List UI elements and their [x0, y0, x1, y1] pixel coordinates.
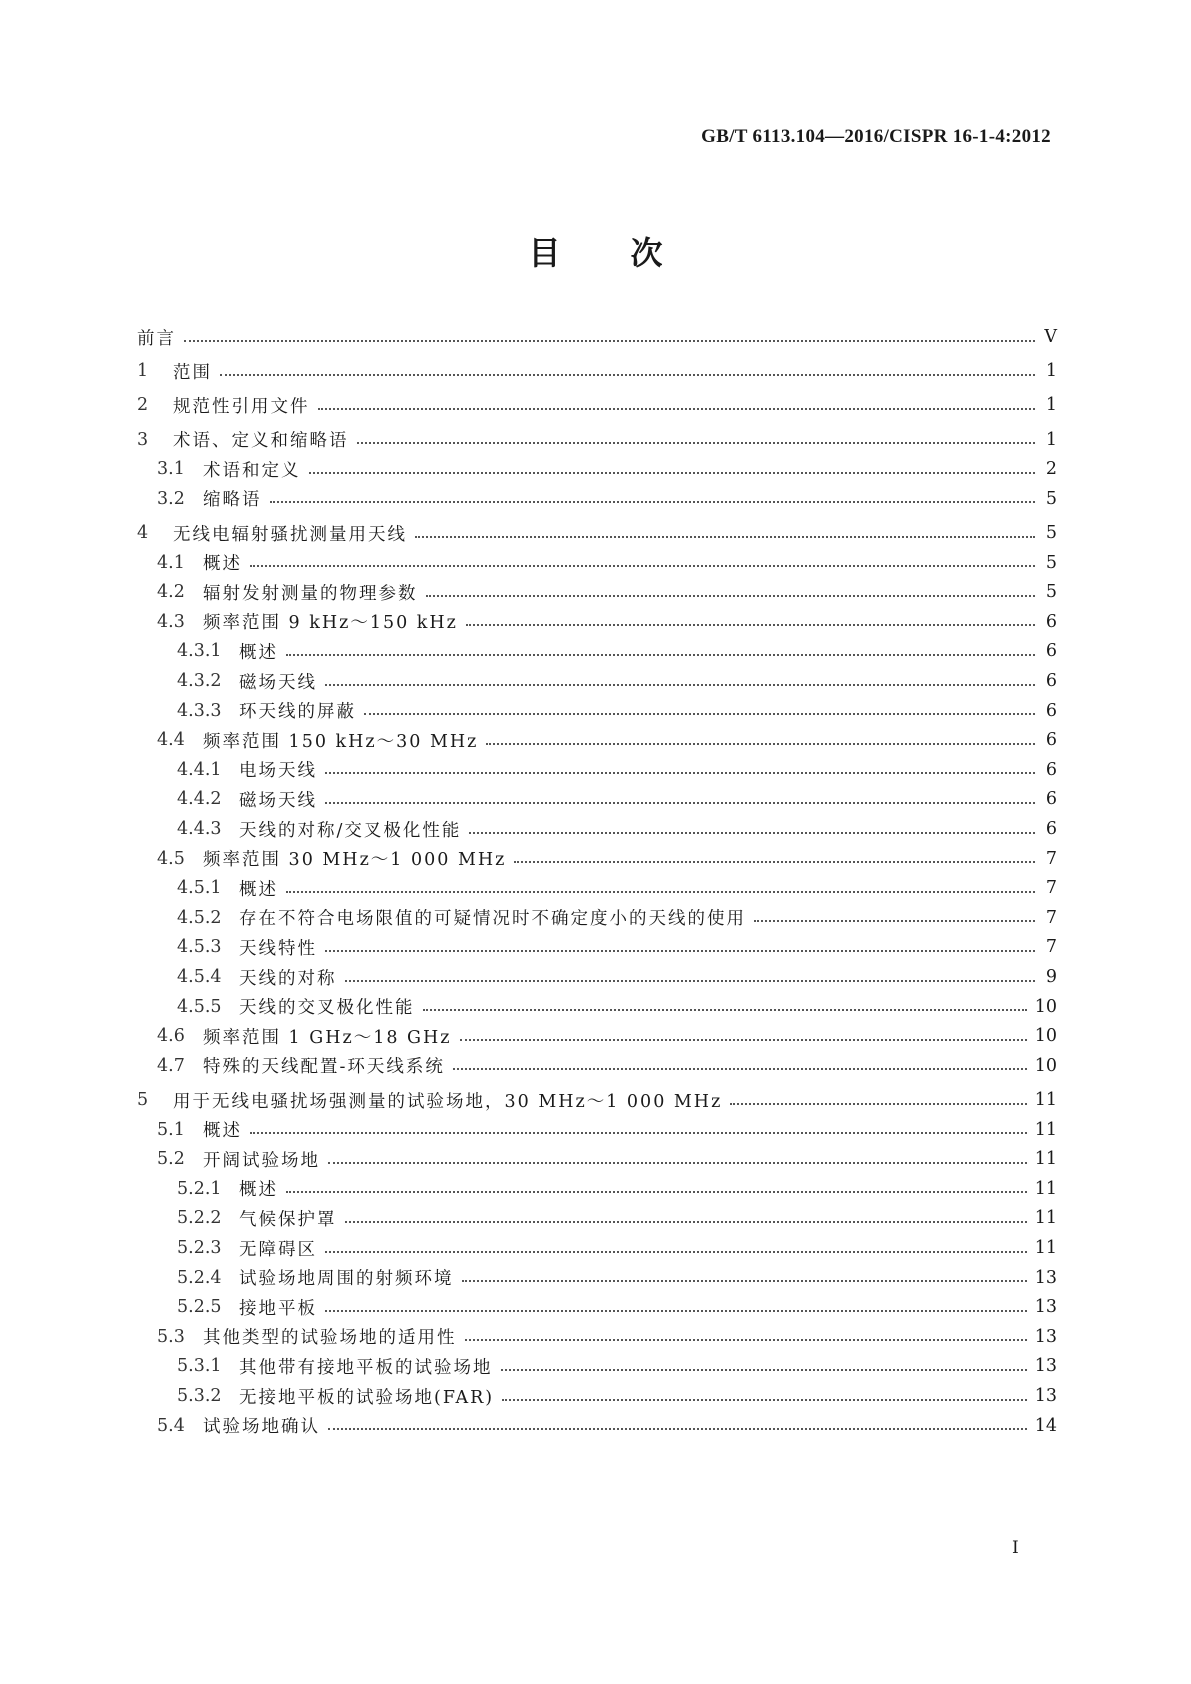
toc-entry-number: 4.5 [157, 848, 185, 869]
toc-entry-number: 4.4.2 [177, 789, 222, 810]
toc-entry-title: 概述 [203, 1121, 242, 1142]
toc-entry-title: 概述 [239, 642, 278, 663]
toc-leader-dots [309, 471, 1036, 474]
toc-entry[interactable] [137, 548, 1057, 578]
toc-entry[interactable] [137, 1351, 1057, 1381]
toc-leader-dots [364, 712, 1035, 715]
toc-leader-dots [501, 1368, 1027, 1371]
toc-leader-dots [328, 1161, 1027, 1164]
toc-entry-number: 4.5.1 [177, 878, 222, 899]
toc-entry[interactable] [137, 390, 1057, 420]
toc-entry-page: 1 [1045, 395, 1057, 416]
toc-leader-dots [453, 1067, 1027, 1070]
toc-leader-dots [426, 594, 1036, 597]
toc-entry-title: 频率范围 9 kHz～150 kHz [203, 613, 458, 634]
toc-leader-dots [730, 1102, 1026, 1105]
toc-entry[interactable] [137, 784, 1057, 814]
toc-leader-dots [318, 407, 1036, 410]
toc-entry[interactable] [137, 518, 1057, 548]
toc-entry-title: 天线的交叉极化性能 [239, 998, 415, 1019]
toc-entry-title: 无线电辐射骚扰测量用天线 [173, 524, 407, 545]
toc-entry[interactable] [137, 844, 1057, 874]
toc-entry-title: 频率范围 1 GHz～18 GHz [203, 1027, 452, 1048]
toc-entry-page: 6 [1045, 641, 1057, 662]
toc-entry-page: 6 [1045, 789, 1057, 810]
toc-entry-number: 4 [137, 523, 149, 543]
toc-entry-number: 5.3.1 [177, 1356, 222, 1377]
toc-entry-number: 5.2 [157, 1149, 185, 1170]
toc-entry[interactable] [137, 1051, 1057, 1081]
toc-entry-page: 13 [1034, 1267, 1057, 1288]
toc-leader-dots [465, 1338, 1027, 1341]
toc-leader-dots [325, 771, 1035, 774]
toc-entry[interactable] [137, 1203, 1057, 1233]
toc-leader-dots [466, 623, 1035, 626]
toc-entry-title: 磁场天线 [239, 790, 317, 811]
toc-entry[interactable] [137, 873, 1057, 903]
toc-entry-title: 概述 [203, 554, 242, 575]
document-code-header: GB/T 6113.104—2016/CISPR 16-1-4:2012 [701, 126, 1051, 147]
toc-leader-dots [357, 441, 1036, 444]
toc-entry-title: 无障碍区 [239, 1239, 317, 1260]
toc-entry[interactable] [137, 1174, 1057, 1204]
toc-entry-page: 10 [1034, 1026, 1057, 1047]
toc-leader-dots [286, 1190, 1027, 1193]
toc-entry-page: 1 [1045, 361, 1057, 382]
toc-entry-number: 4.4 [157, 730, 185, 751]
toc-entry-number: 4.4.3 [177, 819, 222, 839]
toc-entry-page: 5 [1045, 582, 1057, 603]
toc-entry-title: 磁场天线 [239, 672, 317, 693]
toc-entry[interactable] [137, 932, 1057, 962]
toc-entry-page: 2 [1045, 459, 1057, 480]
toc-entry[interactable] [137, 577, 1057, 607]
toc-entry-number: 4.2 [157, 582, 185, 603]
toc-entry-page: 9 [1045, 967, 1057, 987]
toc-entry-title: 存在不符合电场限值的可疑情况时不确定度小的天线的使用 [239, 909, 746, 930]
toc-entry-page: 10 [1034, 996, 1057, 1017]
toc-entry-page: 1 [1045, 429, 1057, 450]
toc-entry-number: 5.2.2 [177, 1208, 222, 1229]
toc-entry-page: 6 [1045, 730, 1057, 751]
toc-leader-dots [469, 831, 1035, 834]
toc-entry-number: 5.2.5 [177, 1297, 222, 1318]
toc-entry-title: 缩略语 [203, 490, 262, 511]
toc-entry-number: 5.3 [157, 1326, 185, 1347]
toc-entry[interactable] [137, 454, 1057, 484]
toc-entry-number: 2 [137, 395, 149, 416]
toc-entry-number: 4.5.5 [177, 996, 222, 1017]
toc-leader-dots [325, 683, 1035, 686]
toc-entry[interactable] [137, 1085, 1057, 1115]
page-number: I [1012, 1538, 1019, 1558]
toc-entry-number: 4.3 [157, 611, 185, 632]
toc-entry-page: 14 [1034, 1415, 1057, 1436]
toc-entry-page: 6 [1045, 700, 1057, 721]
toc-entry-number: 1 [137, 361, 149, 382]
toc-entry-title: 电场天线 [239, 761, 317, 782]
toc-leader-dots [270, 500, 1036, 503]
toc-entry-page: 6 [1045, 819, 1057, 839]
toc-leader-dots [220, 373, 1035, 376]
toc-entry-page: 6 [1045, 611, 1057, 632]
toc-entry-number: 3.1 [157, 459, 185, 480]
toc-entry[interactable] [137, 607, 1057, 637]
toc-entry-title: 规范性引用文件 [173, 396, 310, 417]
toc-entry-page: 7 [1045, 937, 1057, 958]
page-title: 目次 [528, 234, 733, 272]
toc-leader-dots [345, 1220, 1027, 1223]
toc-entry-title: 用于无线电骚扰场强测量的试验场地，30 MHz～1 000 MHz [173, 1091, 723, 1112]
toc-entry-page: 6 [1045, 759, 1057, 780]
toc-entry-number: 4.5.2 [177, 907, 222, 928]
toc-entry-number: 5.3.2 [177, 1386, 222, 1406]
toc-entry-page: 11 [1034, 1149, 1057, 1170]
toc-entry-title: 概述 [239, 1180, 278, 1201]
toc-entry-title: 无接地平板的试验场地(FAR) [239, 1387, 495, 1408]
toc-entry[interactable] [137, 1263, 1057, 1293]
toc-entry[interactable] [137, 755, 1057, 785]
toc-leader-dots [486, 742, 1035, 745]
toc-entry[interactable] [137, 666, 1057, 696]
toc-entry[interactable] [137, 356, 1057, 386]
toc-leader-dots [502, 1398, 1027, 1401]
toc-entry-title: 辐射发射测量的物理参数 [203, 583, 418, 604]
toc-entry-number: 4.6 [157, 1026, 185, 1047]
toc-leader-dots [325, 801, 1035, 804]
toc-leader-dots [325, 1250, 1027, 1253]
toc-entry-number: 4.5.3 [177, 937, 222, 958]
toc-leader-dots [462, 1279, 1027, 1282]
toc-leader-dots [325, 1309, 1027, 1312]
toc-entry-number: 3.2 [157, 488, 185, 509]
toc-entry-number: 5.2.4 [177, 1267, 222, 1288]
toc-leader-dots [325, 949, 1035, 952]
toc-entry[interactable] [137, 992, 1057, 1022]
toc-entry-page: V [1044, 327, 1057, 347]
toc-entry-number: 4.5.4 [177, 967, 222, 987]
toc-entry[interactable] [137, 1292, 1057, 1322]
toc-entry[interactable] [137, 1233, 1057, 1263]
toc-entry-page: 11 [1034, 1090, 1057, 1110]
toc-entry-title: 范围 [173, 362, 212, 383]
toc-entry-number: 4.3.1 [177, 641, 222, 662]
toc-entry-page: 11 [1034, 1208, 1057, 1229]
toc-leader-dots [286, 890, 1035, 893]
toc-entry-page: 7 [1045, 848, 1057, 869]
toc-entry-number: 4.3.3 [177, 700, 222, 721]
toc-entry-title: 开阔试验场地 [203, 1150, 320, 1171]
toc-entry[interactable] [137, 814, 1057, 844]
toc-entry-page: 11 [1034, 1238, 1057, 1258]
toc-entry-title: 概述 [239, 879, 278, 900]
toc-entry-title: 前言 [137, 328, 176, 349]
toc-entry-number: 5.1 [157, 1119, 185, 1140]
toc-entry-title: 环天线的屏蔽 [239, 702, 356, 723]
toc-leader-dots [423, 1008, 1027, 1011]
toc-entry-title: 特殊的天线配置-环天线系统 [203, 1057, 445, 1078]
toc-entry-title: 术语、定义和缩略语 [173, 431, 349, 452]
toc-entry[interactable] [137, 1115, 1057, 1145]
toc-entry[interactable] [137, 636, 1057, 666]
toc-entry[interactable] [137, 903, 1057, 933]
toc-entry[interactable] [137, 1322, 1057, 1352]
toc-entry-number: 5.4 [157, 1415, 185, 1436]
toc-entry-title: 试验场地确认 [203, 1417, 320, 1438]
toc-entry[interactable] [137, 425, 1057, 455]
toc-entry-title: 天线的对称 [239, 968, 337, 989]
toc-entry-number: 4.7 [157, 1055, 185, 1076]
toc-entry[interactable] [137, 696, 1057, 726]
toc-entry-page: 13 [1034, 1326, 1057, 1347]
toc-entry-number: 5.2.3 [177, 1238, 222, 1258]
toc-entry-title: 频率范围 30 MHz～1 000 MHz [203, 850, 507, 871]
toc-entry[interactable] [137, 1021, 1057, 1051]
toc-leader-dots [286, 653, 1035, 656]
toc-leader-dots [328, 1427, 1027, 1430]
toc-entry[interactable] [137, 962, 1057, 992]
toc-leader-dots [514, 860, 1035, 863]
toc-entry-number: 5.2.1 [177, 1178, 222, 1199]
toc-leader-dots [460, 1038, 1027, 1041]
toc-entry-title: 天线特性 [239, 938, 317, 959]
toc-entry-number: 4.4.1 [177, 759, 222, 780]
toc-entry-page: 5 [1045, 488, 1057, 509]
toc-entry[interactable] [137, 322, 1057, 352]
toc-leader-dots [250, 1131, 1027, 1134]
toc-entry[interactable] [137, 725, 1057, 755]
toc-entry-number: 4.3.2 [177, 671, 222, 691]
toc-entry-page: 13 [1034, 1297, 1057, 1318]
toc-entry-number: 4.1 [157, 552, 185, 573]
toc-entry-title: 接地平板 [239, 1298, 317, 1319]
toc-entry-page: 13 [1034, 1386, 1057, 1406]
toc-entry-title: 术语和定义 [203, 460, 301, 481]
toc-entry[interactable] [137, 1381, 1057, 1411]
toc-entry-page: 5 [1045, 552, 1057, 573]
toc-entry-title: 其他带有接地平板的试验场地 [239, 1357, 493, 1378]
toc-entry-title: 气候保护罩 [239, 1209, 337, 1230]
toc-entry-page: 7 [1045, 878, 1057, 899]
toc-leader-dots [345, 979, 1036, 982]
toc-entry-page: 13 [1034, 1356, 1057, 1377]
toc-leader-dots [415, 535, 1035, 538]
toc-entry-page: 7 [1045, 907, 1057, 928]
toc-entry-title: 天线的对称/交叉极化性能 [239, 820, 462, 841]
toc-entry-title: 其他类型的试验场地的适用性 [203, 1328, 457, 1349]
toc-entry-page: 11 [1034, 1119, 1057, 1140]
toc-entry-number: 3 [137, 429, 149, 450]
toc-entry[interactable] [137, 1411, 1057, 1441]
toc-entry-page: 6 [1045, 671, 1057, 691]
toc-entry-page: 11 [1034, 1178, 1057, 1199]
toc-leader-dots [184, 339, 1035, 342]
toc-entry-number: 5 [137, 1090, 149, 1110]
toc-entry-page: 5 [1045, 523, 1057, 543]
toc-entry-title: 频率范围 150 kHz～30 MHz [203, 731, 479, 752]
toc-leader-dots [250, 564, 1035, 567]
toc-entry[interactable] [137, 484, 1057, 514]
toc-entry-page: 10 [1034, 1055, 1057, 1076]
toc-entry[interactable] [137, 1144, 1057, 1174]
toc-leader-dots [754, 919, 1035, 922]
toc-entry-title: 试验场地周围的射频环境 [239, 1269, 454, 1290]
